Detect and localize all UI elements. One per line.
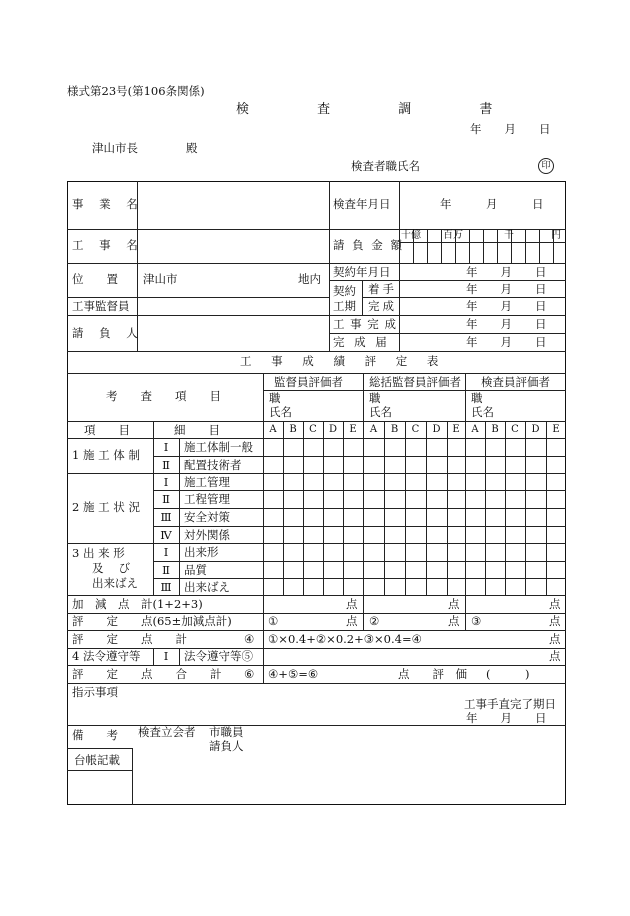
evaluator-supervisor: 監督員評価者	[274, 375, 343, 389]
repair-deadline-label: 工事手直完了期日	[464, 697, 556, 711]
work-name-label: 工 事 名	[72, 238, 144, 252]
instructions-label: 指示事項	[72, 685, 118, 699]
grade-c: C	[309, 424, 317, 435]
category-label: 出来ばえ	[92, 576, 138, 590]
detail-text: 工程管理	[184, 492, 230, 506]
detail-text: 対外関係	[184, 528, 230, 542]
grade-d: D	[328, 424, 338, 435]
detail-text: 配置技術者	[184, 458, 242, 472]
honorific: 殿	[186, 141, 198, 155]
point-unit: 点	[346, 597, 358, 611]
col-item-label: 項 目	[84, 423, 130, 437]
completion-date-value: 年 月 日	[466, 317, 547, 331]
name-label: 氏名	[471, 405, 494, 419]
detail-num: Ⅲ	[160, 580, 172, 594]
detail-text: 施工管理	[184, 475, 230, 489]
grade-b: B	[491, 424, 499, 435]
point-unit: 点	[549, 597, 561, 611]
form-number: 様式第23号(第106条関係)	[67, 84, 205, 98]
point-unit: 点	[448, 597, 460, 611]
point-unit: 点	[448, 614, 460, 628]
detail-text: 安全対策	[184, 510, 230, 524]
unit-yen: 円	[551, 230, 561, 241]
supervisor-label: 工事監督員	[72, 299, 130, 313]
position-label: 職	[471, 391, 483, 405]
eval-section-title: 工 事 成 績 評 定 表	[240, 354, 447, 368]
name-label: 氏名	[369, 405, 392, 419]
position-label: 職	[269, 391, 281, 405]
inspector-label: 検査者職氏名	[351, 159, 420, 173]
contract-date-label: 契約年月日	[333, 265, 391, 279]
project-name-label: 事 業 名	[72, 197, 144, 211]
final-formula: ④+⑤=⑥	[268, 667, 319, 681]
detail-num: Ⅱ	[162, 563, 170, 577]
finish-label: 完成	[368, 299, 397, 313]
detail-text: 出来形	[184, 545, 219, 559]
category-label: 2 施 工 状 況	[72, 500, 140, 514]
circled-4: ④	[244, 632, 255, 646]
start-date-value: 年 月 日	[466, 282, 547, 296]
final-total-label: 評 定 点 合 計	[72, 667, 222, 681]
point-unit: 点	[549, 614, 561, 628]
grade-c: C	[511, 424, 519, 435]
inspect-date-value: 年 月 日	[440, 197, 544, 211]
circled-6: ⑥	[244, 667, 255, 681]
report-date-value: 年 月 日	[466, 335, 547, 349]
contract-date-value: 年 月 日	[466, 265, 547, 279]
detail-num: Ⅰ	[163, 545, 169, 559]
remarks-label: 備 考	[72, 728, 118, 742]
compliance-detail: 法令遵守等⑤	[184, 649, 253, 663]
grade-e: E	[349, 424, 357, 435]
rating-label: 評 定 点(65±加減点計)	[72, 614, 232, 628]
detail-text: 施工体制一般	[184, 440, 253, 454]
hyouka-paren: ( )	[486, 667, 530, 681]
detail-num: Ⅰ	[163, 440, 169, 454]
grade-e: E	[452, 424, 460, 435]
location-city: 津山市	[143, 272, 178, 286]
header-date: 年 月 日	[470, 122, 551, 136]
grade-e: E	[552, 424, 560, 435]
detail-num: Ⅳ	[160, 528, 172, 542]
category-label: 及 び	[92, 561, 131, 575]
col-detail-label: 細 目	[174, 423, 220, 437]
ledger-label: 台帳記載	[74, 753, 120, 767]
grade-a: A	[369, 424, 378, 435]
evaluator-inspector: 検査員評価者	[481, 375, 550, 389]
evaluator-chief: 総括監督員評価者	[369, 375, 461, 389]
unit-thousand: 千	[504, 230, 514, 241]
grade-a: A	[471, 424, 479, 435]
circled-1: ①	[268, 614, 279, 628]
category-label: 3 出 来 形	[72, 546, 125, 560]
circled-3: ③	[471, 614, 482, 628]
detail-text: 品質	[184, 563, 207, 577]
addressee: 津山市長	[92, 141, 138, 155]
grade-b: B	[390, 424, 399, 435]
contractor-label: 請 負 人	[72, 326, 144, 340]
grade-b: B	[289, 424, 297, 435]
position-label: 職	[369, 391, 381, 405]
compliance-label: 4 法令遵守等	[72, 649, 141, 663]
start-label: 着手	[368, 282, 397, 296]
unit-billion: 十億	[401, 230, 421, 241]
finish-date-value: 年 月 日	[466, 299, 547, 313]
detail-text: 出来ばえ	[184, 580, 230, 594]
detail-num: Ⅰ	[163, 475, 169, 489]
grade-a: A	[269, 424, 277, 435]
grade-d: D	[432, 424, 441, 435]
hyouka-label: 点 評 価	[398, 667, 467, 681]
point-unit: 点	[346, 614, 358, 628]
witness-label: 検査立会者	[138, 725, 196, 739]
completion-label: 工 事 完 成	[333, 317, 397, 331]
detail-num: Ⅱ	[162, 492, 170, 506]
point-unit: 点	[549, 649, 561, 663]
rating-formula: ①×0.4+②×0.2+③×0.4=④	[268, 632, 422, 646]
repair-date: 年 月 日	[466, 711, 547, 725]
location-suffix: 地内	[298, 272, 321, 286]
point-unit: 点	[549, 632, 561, 646]
category-label: 1 施 工 体 制	[72, 448, 140, 462]
grade-c: C	[411, 424, 420, 435]
document-title: 検 査 調 書	[236, 102, 525, 117]
grade-d: D	[531, 424, 540, 435]
rating-total-label: 評 定 点 計	[72, 632, 187, 646]
period-label-2: 工期	[333, 299, 356, 313]
period-label-1: 契約	[333, 284, 356, 298]
name-label: 氏名	[269, 405, 292, 419]
contractor-staff-label: 請負人	[209, 739, 244, 753]
unit-million: 百万	[443, 230, 463, 241]
addsub-label: 加 減 点 計(1+2+3)	[72, 597, 203, 611]
inspect-date-label: 検査年月日	[333, 197, 391, 211]
detail-num: Ⅲ	[160, 510, 172, 524]
location-label: 位 置	[72, 272, 118, 286]
detail-num: Ⅱ	[162, 458, 170, 472]
city-staff-label: 市職員	[209, 725, 244, 739]
completion-report-label: 完 成 届	[333, 335, 390, 349]
detail-num: Ⅰ	[163, 649, 169, 663]
items-header: 考 査 項 目	[106, 389, 221, 403]
circled-2: ②	[369, 614, 380, 628]
contract-amount-label: 請 負 金 額	[333, 238, 404, 252]
seal-icon: 印	[538, 158, 554, 174]
